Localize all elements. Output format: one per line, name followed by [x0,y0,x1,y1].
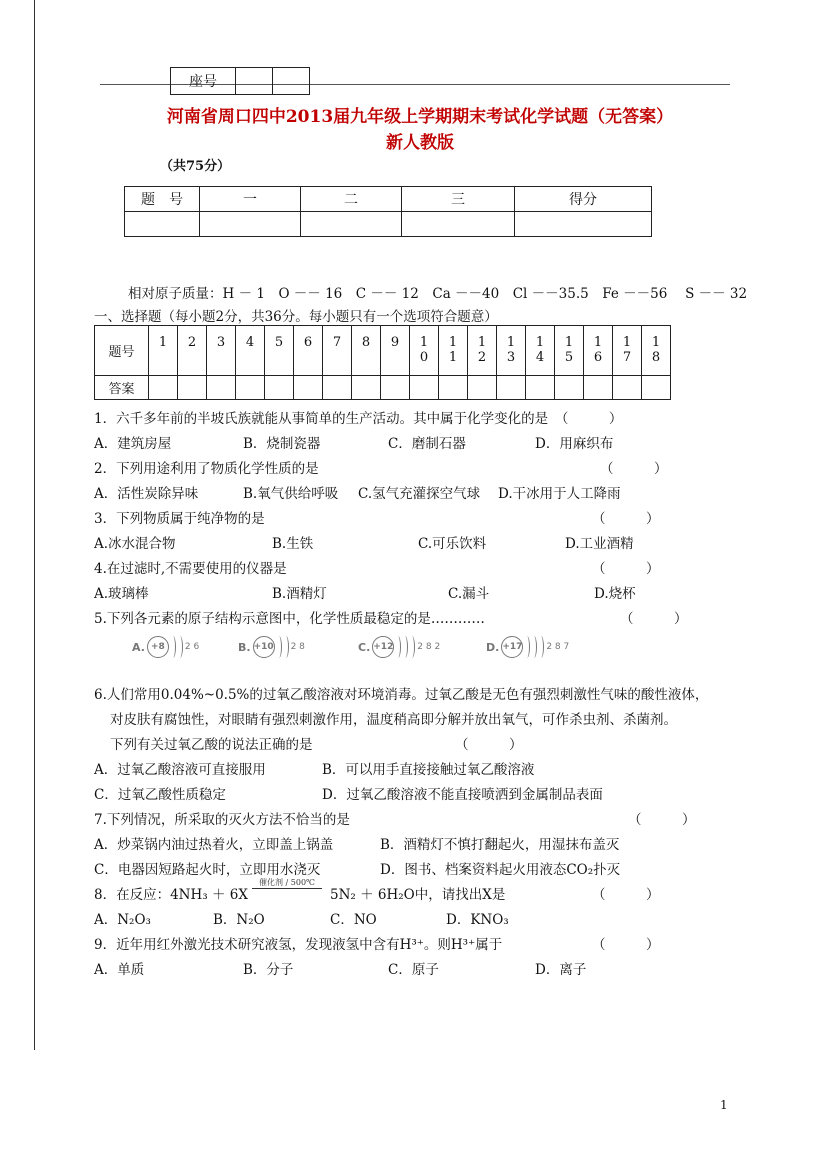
answer-cell[interactable] [497,376,526,400]
score-header: 一 [200,187,301,212]
answer-cell[interactable] [526,376,555,400]
q9-option-b: B．分子 [243,962,294,978]
question-3: 3．下列物质属于纯净物的是 [94,511,265,527]
question-number: 9 [381,326,410,376]
q7-option-a: A．炒菜锅内油过热着火，立即盖上锅盖 [94,837,334,853]
q3-option-d: D.工业酒精 [565,536,634,552]
answer-cell[interactable] [265,376,294,400]
question-9: 9．近年用红外激光技术研究液氢，发现液氢中含有H³⁺。则H³⁺属于 [94,937,503,953]
answer-cell[interactable] [439,376,468,400]
total-score: （共75分） [160,159,231,174]
score-cell[interactable] [125,212,200,237]
q7-option-b: B．酒精灯不慎打翻起火，用湿抹布盖灭 [380,837,620,853]
q1-option-c: C．磨制石器 [388,436,466,452]
answer-cell[interactable] [468,376,497,400]
question-number: 5 [265,326,294,376]
q9-option-c: C．原子 [388,962,439,978]
question-8-rest: 5N₂ ＋ 6H₂O中，请找出X是 [330,887,506,903]
q8-option-c: C．NO [330,912,377,928]
question-2: 2．下列用途利用了物质化学性质的是 [94,461,319,477]
q3-option-b: B.生铁 [272,536,314,552]
q1-option-d: D．用麻织布 [535,436,614,452]
question-number: 1 1 [439,326,468,376]
answer-cell[interactable] [555,376,584,400]
score-header: 二 [301,187,402,212]
question-1: 1．六千多年前的半坡氏族就能从事简单的生产活动。其中属于化学变化的是 （ ） [94,411,623,427]
q6-option-a: A．过氧乙酸溶液可直接服用 [94,762,266,778]
q8-option-d: D．KNO₃ [446,912,509,928]
q9-option-d: D．离子 [535,962,587,978]
q9-option-a: A．单质 [94,962,145,978]
score-header: 三 [402,187,515,212]
q3-option-c: C.可乐饮料 [418,536,487,552]
q2-option-a: A．活性炭除异味 [94,486,199,502]
q7-answer-paren: （ ） [628,812,696,828]
seat-label: 座号 [171,68,236,95]
q7-option-c: C．电器因短路起火时，立即用水浇灭 [94,862,321,878]
question-number: 3 [207,326,236,376]
question-number: 1 6 [584,326,613,376]
q2-answer-paren: （ ） [600,461,668,477]
exam-subtitle: 新人教版 [386,133,454,153]
q3-option-a: A.冰水混合物 [94,536,176,552]
score-cell[interactable] [515,212,652,237]
question-number: 1 4 [526,326,555,376]
q4-answer-paren: （ ） [592,561,660,577]
q8-answer-paren: （ ） [592,887,660,903]
q7-option-d: D．图书、档案资料起火用液态CO₂扑灭 [380,862,621,878]
answer-cell[interactable] [178,376,207,400]
score-header: 题 号 [125,187,200,212]
q9-answer-paren: （ ） [592,937,660,953]
question-number: 1 7 [613,326,642,376]
atomic-mass-line: 相对原子质量：H － 1 O －－ 16 C －－ 12 Ca －－40 Cl －－35.5 Fe －－56 S －－ 32 [128,286,748,302]
question-6-line-2: 对皮肤有腐蚀性，对眼睛有强烈刺激作用，温度稍高即分解并放出氧气，可作杀虫剂、杀菌剂。 [110,712,677,728]
question-number: 4 [236,326,265,376]
reaction-arrow-condition: 催化剂 / 500℃ [252,878,322,889]
score-header: 得分 [515,187,652,212]
q4-option-a: A.玻璃棒 [94,586,149,602]
q6-option-c: C．过氧乙酸性质稳定 [94,787,226,803]
question-6-line-3: 下列有关过氧乙酸的说法正确的是 [110,737,313,753]
seat-number-box [170,67,310,95]
answer-cell[interactable] [149,376,178,400]
answer-row-label: 题号 [95,326,149,376]
q1-option-b: B．烧制瓷器 [243,436,321,452]
question-6-line-1: 6.人们常用0.04%~0.5%的过氧乙酸溶液对环境消毒。过氧乙酸是无色有强烈刺激性气味的酸性液体， [94,687,709,703]
q8-option-a: A．N₂O₃ [94,912,151,928]
question-8: 8．在反应：4NH₃ ＋ 6X [94,887,248,903]
q2-option-b: B.氧气供给呼吸 [243,486,339,502]
q5-diagram-a: A. +8 2 6 [132,636,199,658]
q4-option-d: D.烧杯 [594,586,636,602]
q6-answer-paren: （ ） [455,737,523,753]
answer-cell[interactable] [642,376,671,400]
question-number: 1 3 [497,326,526,376]
q5-diagram-c: C. +12 2 8 2 [358,636,440,658]
question-number: 1 5 [555,326,584,376]
answer-cell[interactable] [613,376,642,400]
question-number: 6 [294,326,323,376]
score-cell[interactable] [402,212,515,237]
q3-answer-paren: （ ） [592,511,660,527]
q5-diagram-b: B. +10 2 8 [238,636,305,658]
score-cell[interactable] [301,212,402,237]
q4-option-b: B.酒精灯 [272,586,327,602]
q2-option-c: C.氢气充灌探空气球 [358,486,481,502]
q8-option-b: B．N₂O [213,912,265,928]
left-margin-line [34,0,35,1050]
answer-cell[interactable] [410,376,439,400]
answer-cell[interactable] [207,376,236,400]
q6-option-d: D．过氧乙酸溶液不能直接喷洒到金属制品表面 [322,787,603,803]
score-cell[interactable] [200,212,301,237]
q1-option-a: A．建筑房屋 [94,436,172,452]
answer-cell[interactable] [236,376,265,400]
question-number: 1 8 [642,326,671,376]
exam-title: 河南省周口四中2013届九年级上学期期末考试化学试题（无答案） [166,107,674,127]
section-heading: 一、选择题（每小题2分，共36分。每小题只有一个选项符合题意） [94,309,498,325]
answer-cell[interactable] [584,376,613,400]
q5-diagram-d: D. +17 2 8 7 [486,636,569,658]
question-number: 1 2 [468,326,497,376]
question-5: 5.下列各元素的原子结构示意图中，化学性质最稳定的是………… [94,611,485,627]
question-number: 1 0 [410,326,439,376]
q6-option-b: B．可以用手直接接触过氧乙酸溶液 [322,762,535,778]
q5-answer-paren: （ ） [620,611,688,627]
seat-cell[interactable] [236,68,273,95]
question-number: 8 [352,326,381,376]
question-4: 4.在过滤时,不需要使用的仪器是 [94,561,287,577]
page-number: 1 [720,1098,728,1112]
question-number: 7 [323,326,352,376]
answer-cell[interactable] [381,376,410,400]
score-table [124,186,652,237]
answer-cell[interactable] [323,376,352,400]
answer-cell[interactable] [294,376,323,400]
q2-option-d: D.干冰用于人工降雨 [498,486,621,502]
answer-cell[interactable] [352,376,381,400]
answer-row-label: 答案 [95,376,149,400]
question-number: 1 [149,326,178,376]
question-7: 7.下列情况，所采取的灭火方法不恰当的是 [94,812,350,828]
question-number: 2 [178,326,207,376]
q4-option-c: C.漏斗 [448,586,490,602]
seat-cell[interactable] [273,68,310,95]
answer-table [94,325,671,400]
